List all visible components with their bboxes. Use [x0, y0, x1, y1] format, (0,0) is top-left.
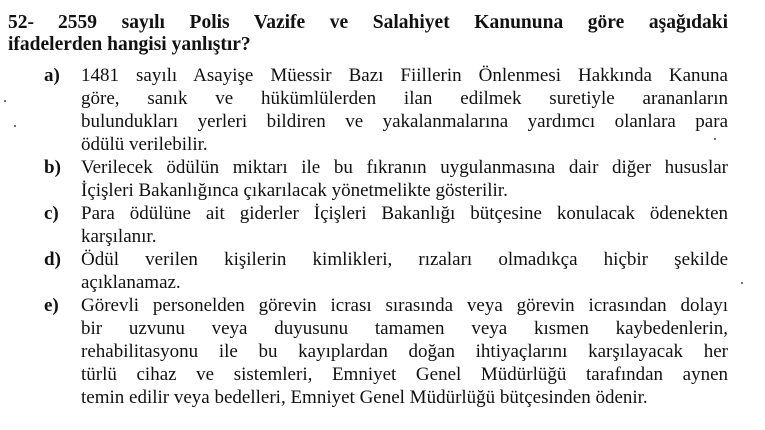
- option-a[interactable]: [28, 64, 728, 156]
- question-text-1: 2559 sayılı Polis Vazife ve Salahiyet Kanununa göre aşağıdaki: [58, 12, 728, 33]
- option-line: göre, sanık ve hükümlülerden ilan edilmek suretiyle arananların: [81, 88, 728, 109]
- option-line: İçişleri Bakanlığınca çıkarılacak yönetmelikte gösterilir.: [81, 180, 508, 201]
- scan-speck: [4, 100, 6, 102]
- scan-speck: [714, 138, 716, 140]
- option-text: [81, 64, 728, 156]
- option-d[interactable]: [28, 248, 728, 294]
- question-stem: [8, 12, 728, 56]
- option-e[interactable]: [28, 294, 728, 409]
- option-line: karşılanır.: [81, 226, 157, 247]
- question-line-1: [8, 12, 728, 34]
- option-text: [81, 294, 728, 409]
- option-line: açıklanamaz.: [81, 272, 181, 293]
- option-line: Verilecek ödülün miktarı ile bu fıkranın uygulanmasına dair diğer hususlar: [81, 157, 728, 178]
- option-line: bir uzvunu veya duyusunu tamamen veya kısmen kaybedenlerin,: [81, 318, 728, 339]
- option-line: Ödül verilen kişilerin kimlikleri, rızaları olmadıkça hiçbir şekilde: [81, 249, 728, 270]
- option-letter: a): [44, 65, 60, 86]
- option-c[interactable]: [28, 202, 728, 248]
- option-line: temin edilir veya bedelleri, Emniyet Genel Müdürlüğü bütçesinden ödenir.: [81, 387, 648, 408]
- answer-options: [28, 64, 728, 409]
- option-line: ödülü verilebilir.: [81, 134, 208, 155]
- option-letter: d): [44, 249, 61, 270]
- scan-speck: [741, 282, 743, 284]
- option-line: Görevli personelden görevin icrası sırasında veya görevin icrasından dolayı: [81, 295, 728, 316]
- option-line: türlü cihaz ve sistemleri, Emniyet Genel Müdürlüğü tarafından aynen: [81, 364, 728, 385]
- option-line: Para ödülüne ait giderler İçişleri Bakanlığı bütçesine konulacak ödenekten: [81, 203, 728, 224]
- scan-speck: [14, 125, 16, 127]
- option-text: [81, 202, 728, 248]
- option-text: [81, 248, 728, 294]
- option-letter: e): [44, 295, 59, 316]
- question-line-2: ifadelerden hangisi yanlıştır?: [8, 34, 251, 55]
- option-b[interactable]: [28, 156, 728, 202]
- option-text: [81, 156, 728, 202]
- option-line: rehabilitasyonu ile bu kayıplardan doğan ihtiyaçlarını karşılayacak her: [81, 341, 728, 362]
- option-line: 1481 sayılı Asayişe Müessir Bazı Fiillerin Önlenmesi Hakkında Kanuna: [81, 65, 728, 86]
- question-number: 52-: [8, 12, 34, 33]
- option-line: bulundukları yerleri bildiren ve yakalanmalarına yardımcı olanlara para: [81, 111, 728, 132]
- option-letter: b): [44, 157, 61, 178]
- option-letter: c): [44, 203, 59, 224]
